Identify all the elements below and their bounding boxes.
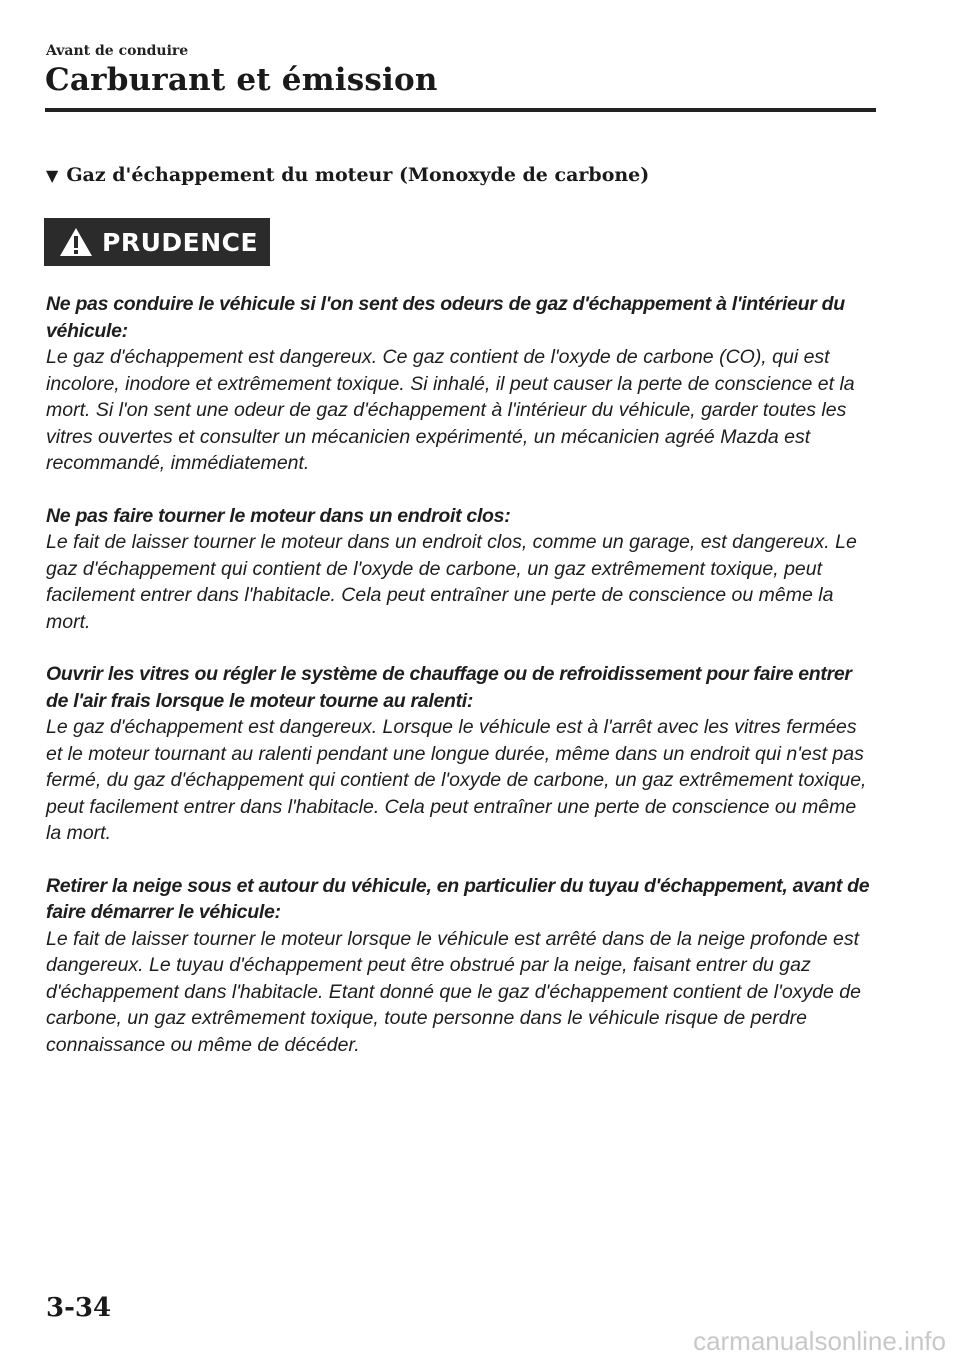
chapter-label: Avant de conduire <box>46 43 189 59</box>
warning-body: Le gaz d'échappement est dangereux. Ce gaz contient de l'oxyde de carbone (CO), qui est incolore, inodore et extrêmement toxique. Si inhalé, il peut causer la perte de conscience et la mort. Si l'on sent une odeur de gaz d'échappement à l'intérieur du véhicule, garder toutes les vitres ouvertes et consulter un mécanicien expérimenté, un mécanicien agréé Mazda est recommandé, immédiatement. <box>46 346 855 474</box>
warning-heading: Ouvrir les vitres ou régler le système de chauffage ou de refroidissement pour faire entrer de l'air frais lorsque le moteur tourne au ralenti: <box>46 663 852 712</box>
warning-item <box>46 873 876 1059</box>
warning-heading: Ne pas conduire le véhicule si l'on sent des odeurs de gaz d'échappement à l'intérieur du véhicule: <box>46 293 845 342</box>
triangle-down-icon: ▼ <box>46 165 59 185</box>
warning-list <box>46 291 876 1084</box>
caution-label: PRUDENCE <box>102 227 259 257</box>
warning-body: Le gaz d'échappement est dangereux. Lorsque le véhicule est à l'arrêt avec les vitres fermées et le moteur tournant au ralenti pendant une longue durée, même dans un endroit qui n'est pas fermé, du gaz d'échappement qui contient de l'oxyde de carbone, un gaz extrêmement toxique, peut facilement entrer dans l'habitacle. Cela peut entraîner une perte de conscience ou même la mort. <box>46 716 867 844</box>
caution-badge <box>44 218 270 266</box>
warning-heading: Ne pas faire tourner le moteur dans un endroit clos: <box>46 504 511 527</box>
page-title: Carburant et émission <box>45 62 438 98</box>
section-heading <box>46 164 649 186</box>
warning-item <box>46 503 876 636</box>
warning-body: Le fait de laisser tourner le moteur dans un endroit clos, comme un garage, est dangereux. Le gaz d'échappement qui contient de l'oxyde de carbone, un gaz extrêmement toxique, peut facilement entrer dans l'habitacle. Cela peut entraîner une perte de conscience ou même la mort. <box>46 531 857 633</box>
warning-heading: Retirer la neige sous et autour du véhicule, en particulier du tuyau d'échappement, avant de faire démarrer le véhicule: <box>46 874 870 923</box>
section-title: Gaz d'échappement du moteur (Monoxyde de carbone) <box>66 164 650 186</box>
page-number: 3-34 <box>46 1293 112 1323</box>
watermark: carmanualsonline.info <box>693 1326 946 1356</box>
warning-triangle-icon <box>58 226 94 258</box>
warning-item <box>46 291 876 477</box>
warning-body: Le fait de laisser tourner le moteur lorsque le véhicule est arrêté dans de la neige profonde est dangereux. Le tuyau d'échappement peut être obstrué par la neige, faisant entrer du gaz d'échappement dans l'habitacle. Etant donné que le gaz d'échappement contient de l'oxyde de carbone, un gaz extrêmement toxique, toute personne dans le véhicule risque de perdre connaissance ou même de décéder. <box>46 927 861 1056</box>
warning-item <box>46 661 876 847</box>
title-divider <box>45 108 876 112</box>
